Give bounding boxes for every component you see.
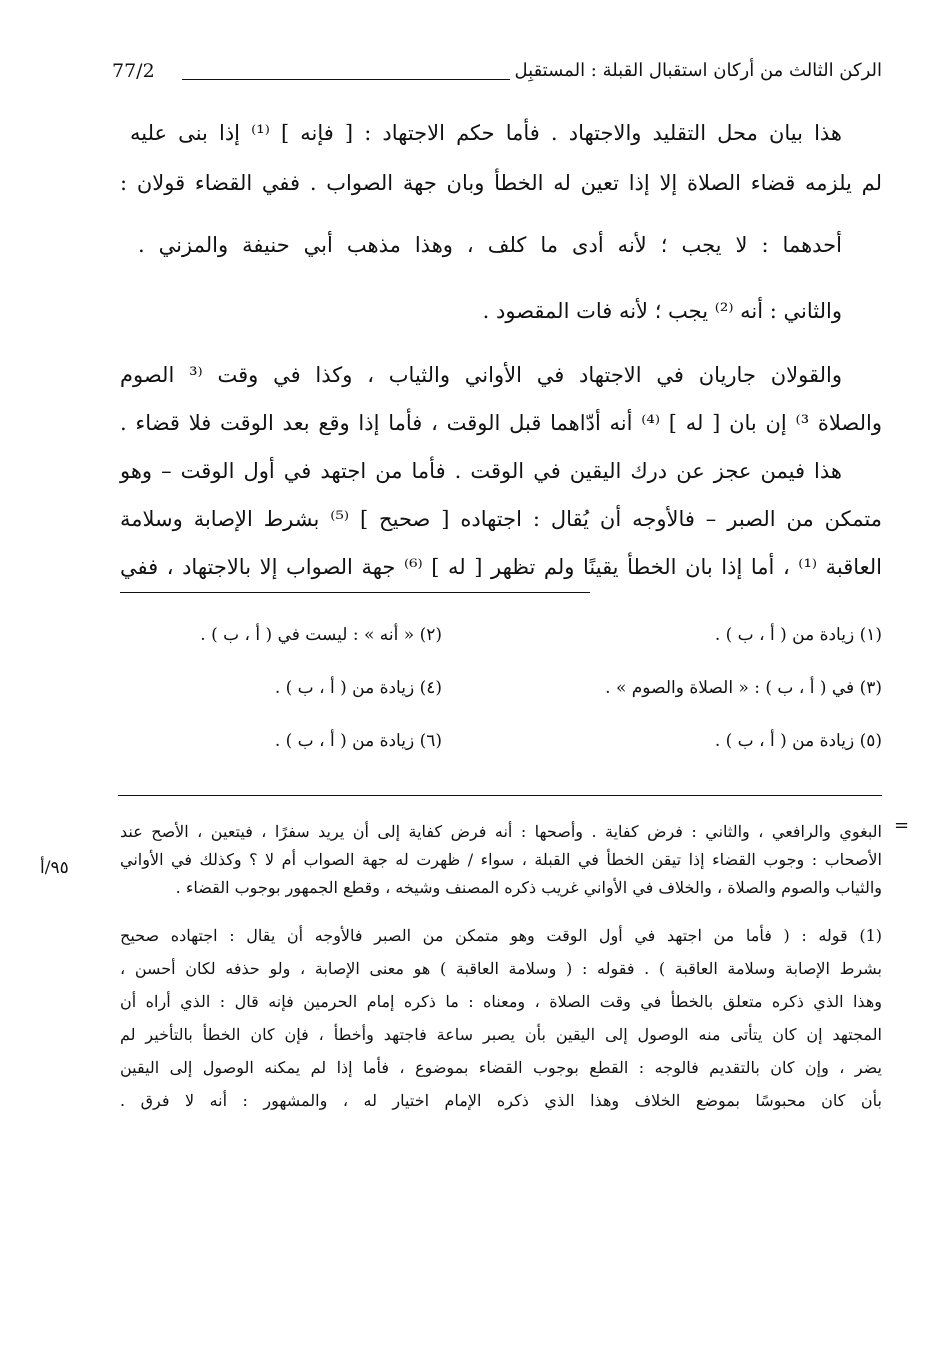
header-title: الركن الثالث من أركان استقبال القبلة : المستقبِل (514, 60, 882, 81)
manuscript-folio-ref: ٩٥/أ (40, 858, 69, 878)
commentary-line-1: البغوي والرافعي ، والثاني : فرض كفاية . وأصحها : أنه فرض كفاية إلى أن يريد سفرًا ، فيتعين ، الأصح عند (120, 822, 882, 841)
note-1: (١) زيادة من ( أ ، ب ) . (714, 625, 882, 645)
underline-mark (120, 592, 590, 593)
gloss-line-1: (1) قوله : ( فأما من اجتهد في أول الوقت وهو متمكن من الصبر فالأوجه أن يقال : اجتهاده صحيح (120, 926, 882, 945)
gloss-line-5: يضر ، وإن كان بالتقديم فالوجه : القطع بوجوب القضاء بموضوع ، فأما إذا لم يمكنه الوصول إلى اليقين (120, 1058, 882, 1077)
body-line-4: والثاني : أنه ⁽²⁾ يجب ؛ لأنه فات المقصود . (482, 299, 842, 323)
body-line-6: والصلاة ³⁾ إن بان [ له ] ⁽⁴⁾ أنه أدّاهما قبل الوقت ، فأما إذا وقع بعد الوقت فلا قضاء . (120, 411, 882, 435)
gloss-line-4: المجتهد إن كان يتأتى منه الوصول إلى اليقين بأن يصبر ساعة فاجتهد وأخطأ ، فإن كان الخطأ بالتأخير لم (120, 1025, 882, 1044)
continuation-mark: = (894, 815, 910, 836)
body-line-3: أحدهما : لا يجب ؛ لأنه أدى ما كلف ، وهذا مذهب أبي حنيفة والمزني . (138, 233, 842, 257)
body-line-8: متمكن من الصبر – فالأوجه أن يُقال : اجتهاده [ صحيح ] ⁽⁵⁾ بشرط الإصابة وسلامة (120, 507, 882, 531)
body-line-7: هذا فيمن عجز عن درك اليقين في الوقت . فأما من اجتهد في أول الوقت – وهو (120, 459, 842, 483)
note-6: (٦) زيادة من ( أ ، ب ) . (274, 731, 442, 751)
note-3: (٣) في ( أ ، ب ) : « الصلاة والصوم » . (605, 678, 882, 698)
commentary-line-2: الأصحاب : وجوب القضاء إذا تيقن الخطأ في القبلة ، سواء / ظهرت له جهة الصواب أم لا ؟ وكذلك في الأواني (120, 850, 882, 869)
commentary-line-3: والثياب والصوم والصلاة ، والخلاف في الأواني غريب ذكره المصنف وشيخه ، وقطع الجمهور بوجوب القضاء . (175, 878, 882, 897)
note-4: (٤) زيادة من ( أ ، ب ) . (274, 678, 442, 698)
gloss-line-7 (120, 1120, 882, 1148)
body-line-5: والقولان جاريان في الاجتهاد في الأواني والثياب ، وكذا في وقت ⁽³ الصوم (120, 363, 842, 387)
note-2: (٢) « أنه » : ليست في ( أ ، ب ) . (200, 625, 442, 645)
page-number: 77/2 (112, 60, 155, 82)
gloss-line-6: بأن كان محبوسًا بموضع الخلاف وهذا الذي ذكره الإمام اختيار له ، والمشهور : أنه لا فرق . (120, 1091, 882, 1110)
body-line-2: لم يلزمه قضاء الصلاة إلا إذا تعين له الخطأ وبان جهة الصواب . ففي القضاء قولان : (120, 171, 882, 195)
gloss-line-3: وهذا الذي ذكره متعلق بالخطأ في وقت الصلاة ، ومعناه : ما ذكره إمام الحرمين فإنه قال : الذي أراه أن (120, 992, 882, 1011)
running-header (112, 60, 882, 94)
separator-rule (118, 795, 882, 796)
body-line-1: هذا بيان محل التقليد والاجتهاد . فأما حكم الاجتهاد : [ فإنه ] ⁽¹⁾ إذا بنى عليه (130, 121, 842, 145)
gloss-line-2: بشرط الإصابة وسلامة العاقبة ) . فقوله : ( وسلامة العاقبة ) هو معنى الإصابة ، ولو حذفه لكان أحسن ، (120, 959, 882, 978)
note-5: (٥) زيادة من ( أ ، ب ) . (714, 731, 882, 751)
header-rule (182, 79, 510, 80)
body-line-9: العاقبة ⁽¹⁾ ، أما إذا بان الخطأ يقينًا ولم تظهر [ له ] ⁽⁶⁾ جهة الصواب إلا بالاجتهاد ، ففي (120, 555, 882, 579)
